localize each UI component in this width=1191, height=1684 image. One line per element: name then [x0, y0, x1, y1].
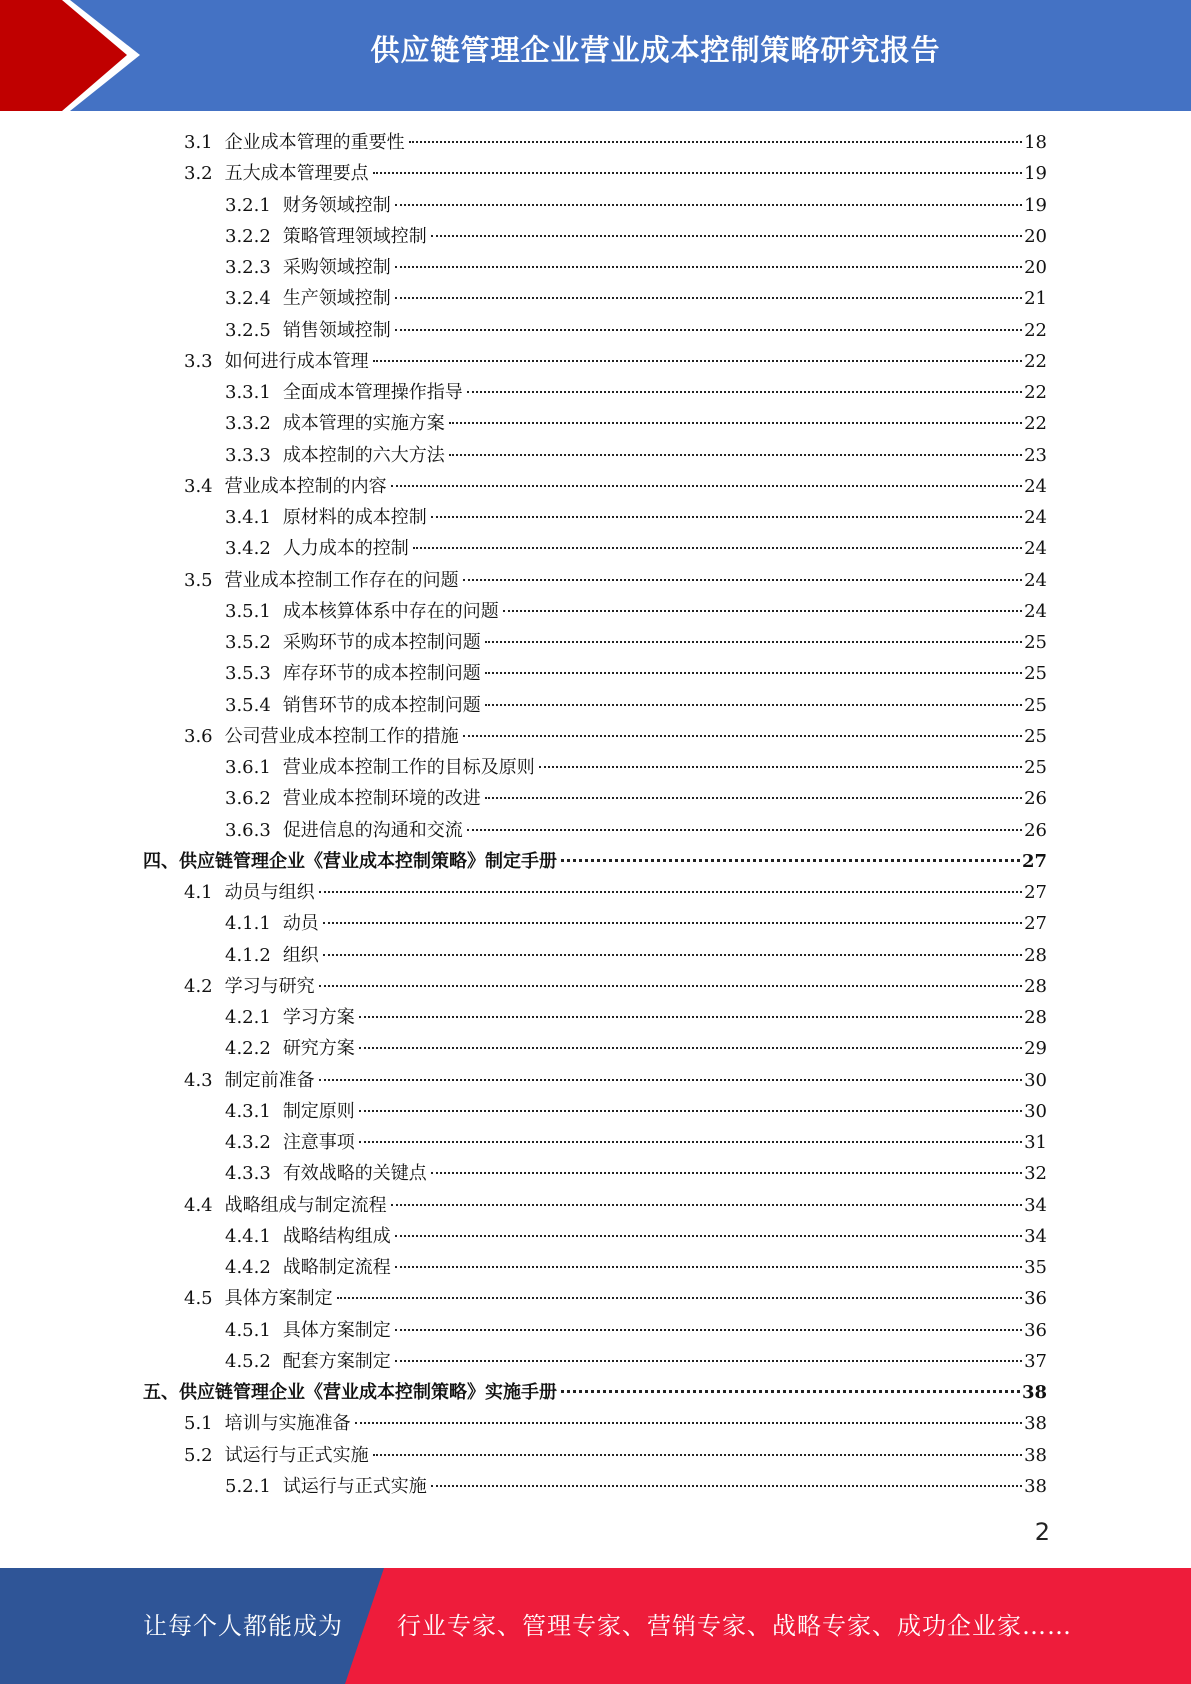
toc-entry[interactable]	[0, 690, 1047, 721]
toc-entry[interactable]	[0, 658, 1047, 689]
toc-entry[interactable]	[0, 1283, 1047, 1314]
toc-entry[interactable]	[0, 627, 1047, 658]
toc-entry-page: 19	[1024, 194, 1047, 216]
toc-entry[interactable]	[0, 1033, 1047, 1064]
toc-entry-page: 26	[1024, 788, 1047, 810]
toc-entry-title: 库存环节的成本控制问题	[282, 663, 481, 685]
toc-entry-title: 配套方案制定	[282, 1350, 391, 1372]
toc-entry-number: 3.6	[184, 725, 213, 747]
toc-dot-leader	[319, 1079, 1022, 1081]
toc-dot-leader	[319, 891, 1022, 893]
toc-entry[interactable]	[0, 533, 1047, 564]
toc-entry-number: 3.3.2	[225, 413, 271, 435]
toc-dot-leader	[463, 579, 1022, 581]
toc-entry-page: 24	[1024, 569, 1047, 591]
toc-entry-title: 采购领域控制	[282, 257, 391, 278]
toc-entry[interactable]	[0, 221, 1047, 252]
toc-dot-leader	[431, 1485, 1022, 1487]
toc-entry-number: 3.3.3	[225, 444, 271, 466]
toc-entry-number: 3.4.2	[225, 538, 271, 560]
toc-entry-page: 28	[1024, 944, 1047, 966]
toc-entry-title: 研究方案	[282, 1038, 355, 1060]
toc-entry-number: 4.1.1	[225, 913, 271, 935]
toc-dot-leader	[337, 1297, 1022, 1299]
toc-entry-title: 五、供应链管理企业《营业成本控制策略》实施手册	[143, 1382, 557, 1403]
toc-entry[interactable]	[0, 1440, 1047, 1471]
toc-dot-leader	[373, 360, 1022, 362]
toc-entry-title: 成本核算体系中存在的问题	[282, 600, 499, 622]
toc-entry-page: 26	[1024, 819, 1047, 841]
toc-entry-title: 试运行与正式实施	[224, 1444, 369, 1466]
toc-entry-title: 如何进行成本管理	[224, 350, 369, 372]
toc-entry-page: 22	[1024, 382, 1047, 403]
toc-entry-title: 战略制定流程	[282, 1257, 391, 1278]
toc-dot-leader	[373, 172, 1022, 174]
toc-dot-leader	[485, 704, 1022, 706]
toc-entry-title: 财务领域控制	[282, 194, 391, 216]
toc-entry[interactable]	[0, 1158, 1047, 1189]
toc-entry-number: 3.2.3	[225, 257, 271, 278]
toc-entry-page: 25	[1024, 632, 1047, 653]
toc-entry[interactable]	[0, 971, 1047, 1002]
toc-entry-page: 32	[1024, 1163, 1047, 1185]
toc-entry-number: 3.2.5	[225, 319, 271, 341]
toc-dot-leader	[359, 1016, 1022, 1018]
toc-entry-number: 4.1.2	[225, 944, 271, 966]
toc-entry-number: 4.5.1	[225, 1319, 271, 1341]
toc-entry-title: 制定前准备	[224, 1069, 315, 1091]
toc-entry-page: 31	[1024, 1132, 1047, 1153]
toc-entry-title: 有效战略的关键点	[282, 1163, 427, 1185]
toc-dot-leader	[395, 1329, 1022, 1331]
toc-entry[interactable]	[0, 1315, 1047, 1346]
toc-entry-page: 37	[1024, 1350, 1047, 1372]
toc-entry[interactable]	[0, 1346, 1047, 1377]
page-header	[0, 0, 1191, 111]
toc-entry[interactable]	[0, 440, 1047, 471]
toc-entry[interactable]	[0, 815, 1047, 846]
toc-entry-page: 30	[1024, 1100, 1047, 1122]
toc-entry[interactable]	[0, 846, 1047, 877]
toc-entry[interactable]	[0, 565, 1047, 596]
toc-entry-number: 3.5.1	[225, 600, 271, 622]
toc-dot-leader	[449, 454, 1022, 456]
toc-dot-leader	[413, 547, 1022, 549]
toc-entry[interactable]	[0, 1252, 1047, 1283]
toc-entry-number: 4.5.2	[225, 1350, 271, 1372]
toc-entry[interactable]	[0, 721, 1047, 752]
toc-entry-page: 24	[1024, 600, 1047, 622]
toc-entry[interactable]	[0, 1127, 1047, 1158]
toc-dot-leader	[323, 954, 1022, 956]
toc-entry-title: 具体方案制定	[224, 1288, 333, 1310]
toc-entry-title: 培训与实施准备	[224, 1413, 351, 1435]
toc-entry-number: 4.2	[184, 975, 213, 997]
toc-dot-leader	[323, 922, 1022, 924]
toc-entry-title: 销售环节的成本控制问题	[282, 694, 481, 716]
toc-entry-number: 5.1	[184, 1413, 213, 1435]
toc-entry-page: 27	[1024, 882, 1047, 903]
toc-entry-page: 25	[1024, 694, 1047, 716]
toc-entry-page: 38	[1024, 1413, 1047, 1435]
toc-entry[interactable]	[0, 783, 1047, 814]
toc-entry-number: 4.3.1	[225, 1100, 271, 1122]
toc-entry-number: 4.3.2	[225, 1132, 271, 1153]
toc-entry-title: 试运行与正式实施	[282, 1475, 427, 1497]
toc-entry-title: 具体方案制定	[282, 1319, 391, 1341]
toc-entry-number: 4.1	[184, 882, 213, 903]
toc-entry-number: 4.4.2	[225, 1257, 271, 1278]
toc-entry-page: 20	[1024, 257, 1047, 278]
toc-entry-page: 24	[1024, 538, 1047, 560]
toc-entry[interactable]	[0, 908, 1047, 939]
toc-entry-page: 28	[1024, 1007, 1047, 1028]
toc-dot-leader	[449, 422, 1022, 424]
toc-entry-page: 28	[1024, 975, 1047, 997]
toc-entry-page: 22	[1024, 319, 1047, 341]
toc-entry-title: 动员	[282, 913, 319, 935]
toc-entry-title: 动员与组织	[224, 882, 315, 903]
toc-entry-number: 3.6.2	[225, 788, 271, 810]
toc-entry[interactable]	[0, 1065, 1047, 1096]
toc-entry[interactable]	[0, 752, 1047, 783]
toc-dot-leader	[395, 1360, 1022, 1362]
toc-entry-number: 4.5	[184, 1288, 213, 1310]
toc-entry[interactable]	[0, 471, 1047, 502]
toc-entry-title: 制定原则	[282, 1100, 355, 1122]
toc-entry-page: 21	[1024, 288, 1047, 310]
toc-dot-leader	[431, 235, 1022, 237]
toc-entry[interactable]	[0, 408, 1047, 439]
toc-entry-number: 3.3	[184, 350, 213, 372]
toc-entry[interactable]	[0, 1002, 1047, 1033]
toc-entry[interactable]	[0, 377, 1047, 408]
toc-entry[interactable]	[0, 1190, 1047, 1221]
toc-entry-title: 企业成本管理的重要性	[224, 132, 405, 153]
toc-dot-leader	[561, 859, 1020, 862]
toc-entry-title: 全面成本管理操作指导	[282, 382, 463, 403]
toc-entry-title: 组织	[282, 944, 319, 966]
toc-entry-number: 5.2	[184, 1444, 213, 1466]
toc-entry-page: 38	[1021, 1382, 1047, 1403]
toc-entry-title: 五大成本管理要点	[224, 163, 369, 185]
toc-entry-title: 公司营业成本控制工作的措施	[224, 725, 459, 747]
toc-entry-title: 成本管理的实施方案	[282, 413, 445, 435]
toc-dot-leader	[431, 516, 1022, 518]
toc-dot-leader	[539, 766, 1022, 768]
toc-dot-leader	[355, 1422, 1022, 1424]
toc-entry[interactable]	[0, 346, 1047, 377]
toc-dot-leader	[485, 641, 1022, 643]
toc-entry-number: 4.3	[184, 1069, 213, 1091]
toc-entry-number: 3.5.2	[225, 632, 271, 653]
toc-entry[interactable]	[0, 190, 1047, 221]
toc-entry-page: 34	[1024, 1225, 1047, 1247]
toc-entry[interactable]	[0, 283, 1047, 314]
toc-entry[interactable]	[0, 877, 1047, 908]
toc-entry-number: 4.4	[184, 1194, 213, 1216]
toc-dot-leader	[395, 1266, 1022, 1268]
toc-dot-leader	[373, 1454, 1022, 1456]
toc-entry-page: 18	[1024, 132, 1047, 153]
toc-entry-page: 25	[1024, 757, 1047, 778]
toc-entry[interactable]	[0, 1096, 1047, 1127]
toc-entry-title: 促进信息的沟通和交流	[282, 819, 463, 841]
toc-entry-page: 27	[1024, 913, 1047, 935]
toc-entry-page: 24	[1024, 507, 1047, 528]
toc-entry-page: 34	[1024, 1194, 1047, 1216]
toc-dot-leader	[391, 1204, 1022, 1206]
toc-dot-leader	[359, 1141, 1022, 1143]
toc-dot-leader	[395, 329, 1022, 331]
toc-dot-leader	[467, 829, 1022, 831]
toc-entry-page: 22	[1024, 413, 1047, 435]
toc-entry-page: 24	[1024, 475, 1047, 497]
toc-entry-title: 营业成本控制环境的改进	[282, 788, 481, 810]
toc-entry-page: 38	[1024, 1444, 1047, 1466]
toc-entry[interactable]	[0, 940, 1047, 971]
toc-entry-title: 战略结构组成	[282, 1225, 391, 1247]
toc-entry-title: 营业成本控制工作存在的问题	[224, 569, 459, 591]
toc-dot-leader	[463, 735, 1022, 737]
toc-entry-page: 30	[1024, 1069, 1047, 1091]
toc-dot-leader	[431, 1172, 1022, 1174]
toc-entry-number: 3.2.4	[225, 288, 271, 310]
toc-entry-title: 注意事项	[282, 1132, 355, 1153]
document-title: 供应链管理企业营业成本控制策略研究报告	[370, 33, 941, 67]
toc-dot-leader	[359, 1047, 1022, 1049]
toc-entry-number: 3.1	[184, 132, 213, 153]
toc-dot-leader	[409, 141, 1022, 143]
toc-entry[interactable]	[0, 158, 1047, 189]
toc-entry-page: 20	[1024, 225, 1047, 247]
toc-entry-title: 销售领域控制	[282, 319, 391, 341]
toc-entry-number: 3.6.1	[225, 757, 271, 778]
toc-entry-title: 生产领域控制	[282, 288, 391, 310]
toc-dot-leader	[467, 391, 1022, 393]
toc-entry-number: 3.6.3	[225, 819, 271, 841]
toc-entry-number: 5.2.1	[225, 1475, 271, 1497]
toc-entry-number: 3.5.4	[225, 694, 271, 716]
toc-entry[interactable]	[0, 1221, 1047, 1252]
toc-entry-page: 29	[1024, 1038, 1047, 1060]
toc-dot-leader	[395, 204, 1022, 206]
toc-entry[interactable]	[0, 1377, 1047, 1408]
toc-entry-page: 35	[1024, 1257, 1047, 1278]
toc-entry-number: 3.5.3	[225, 663, 271, 685]
toc-entry-number: 4.2.2	[225, 1038, 271, 1060]
toc-entry-number: 3.3.1	[225, 382, 271, 403]
toc-entry-page: 23	[1024, 444, 1047, 466]
page-footer	[0, 1568, 1191, 1684]
toc-entry[interactable]	[0, 502, 1047, 533]
toc-dot-leader	[395, 297, 1022, 299]
toc-entry-title: 四、供应链管理企业《营业成本控制策略》制定手册	[143, 850, 557, 872]
toc-dot-leader	[391, 485, 1022, 487]
toc-entry-page: 25	[1024, 725, 1047, 747]
toc-entry[interactable]	[0, 1471, 1047, 1502]
toc-entry-number: 4.2.1	[225, 1007, 271, 1028]
footer-expert-list: 行业专家、管理专家、营销专家、战略专家、成功企业家……	[397, 1612, 1072, 1640]
toc-dot-leader	[503, 610, 1022, 612]
toc-entry-page: 19	[1024, 163, 1047, 185]
toc-entry-page: 22	[1024, 350, 1047, 372]
toc-entry-title: 营业成本控制工作的目标及原则	[282, 757, 535, 778]
toc-entry[interactable]	[0, 1408, 1047, 1439]
footer-slogan: 让每个人都能成为	[143, 1612, 343, 1640]
page-number: 2	[1034, 1518, 1050, 1546]
toc-entry-title: 策略管理领域控制	[282, 225, 427, 247]
toc-entry[interactable]	[0, 315, 1047, 346]
toc-entry-title: 人力成本的控制	[282, 538, 409, 560]
toc-entry-page: 36	[1024, 1288, 1047, 1310]
toc-entry-number: 3.2	[184, 163, 213, 185]
toc-dot-leader	[561, 1390, 1020, 1393]
toc-entry-number: 3.5	[184, 569, 213, 591]
toc-entry[interactable]	[0, 596, 1047, 627]
toc-entry-number: 4.4.1	[225, 1225, 271, 1247]
toc-entry-number: 4.3.3	[225, 1163, 271, 1185]
toc-dot-leader	[359, 1110, 1022, 1112]
toc-dot-leader	[485, 672, 1022, 674]
toc-entry-title: 原材料的成本控制	[282, 507, 427, 528]
toc-entry-number: 3.2.2	[225, 225, 271, 247]
toc-dot-leader	[395, 266, 1022, 268]
toc-entry-page: 27	[1021, 850, 1047, 872]
toc-entry-title: 营业成本控制的内容	[224, 475, 387, 497]
toc-entry[interactable]	[0, 127, 1047, 158]
toc-entry-page: 38	[1024, 1475, 1047, 1497]
toc-entry-title: 成本控制的六大方法	[282, 444, 445, 466]
toc-dot-leader	[395, 1235, 1022, 1237]
toc-entry-title: 战略组成与制定流程	[224, 1194, 387, 1216]
toc-entry-title: 采购环节的成本控制问题	[282, 632, 481, 653]
table-of-contents	[0, 127, 1191, 1502]
toc-entry-number: 3.4.1	[225, 507, 271, 528]
toc-entry-page: 36	[1024, 1319, 1047, 1341]
toc-entry-number: 3.4	[184, 475, 213, 497]
toc-entry[interactable]	[0, 252, 1047, 283]
toc-dot-leader	[485, 797, 1022, 799]
toc-entry-number: 3.2.1	[225, 194, 271, 216]
toc-entry-title: 学习与研究	[224, 975, 315, 997]
toc-entry-page: 25	[1024, 663, 1047, 685]
toc-entry-title: 学习方案	[282, 1007, 355, 1028]
toc-dot-leader	[319, 985, 1022, 987]
